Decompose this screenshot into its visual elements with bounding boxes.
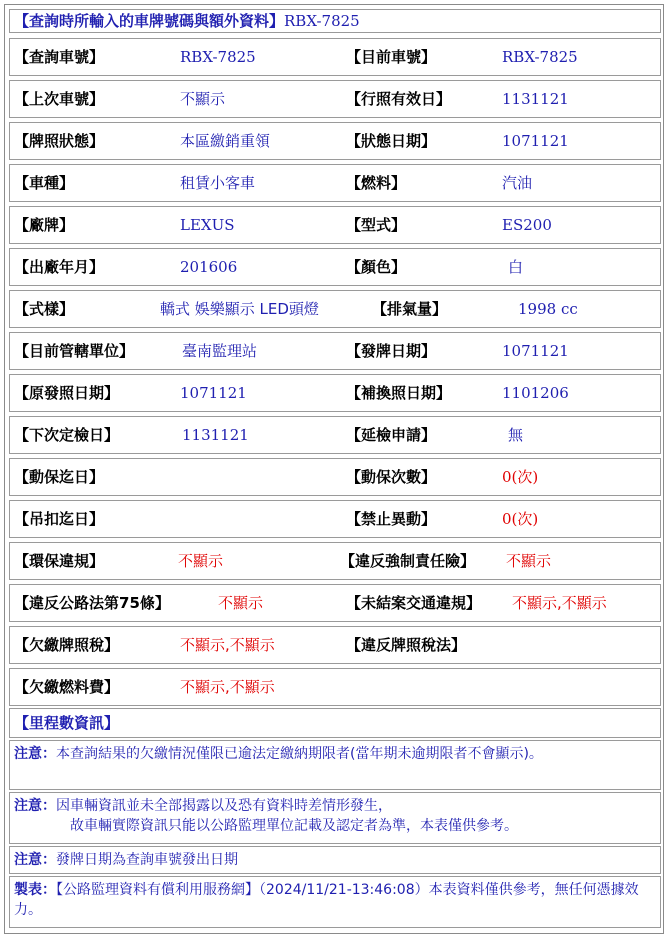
label-unpaid-fuel-fee: 【欠繳燃料費】 <box>14 678 120 696</box>
label-open-traffic-violation: 【未結案交通違規】 <box>346 594 482 612</box>
label-model: 【型式】 <box>346 216 407 234</box>
value-query-plate: RBX-7825 <box>180 48 256 66</box>
note-text: 因車輛資訊並未全部揭露以及恐有資料時差情形發生， <box>56 798 392 814</box>
label-suspension-end: 【吊扣迄日】 <box>14 510 105 528</box>
label-vehicle-type: 【車種】 <box>14 174 75 192</box>
row-highway-act <box>9 584 661 622</box>
label-compulsory-insurance: 【違反強制責任險】 <box>340 552 476 570</box>
label-status-date: 【狀態日期】 <box>346 132 437 150</box>
label-previous-plate: 【上次車號】 <box>14 90 105 108</box>
value-current-plate: RBX-7825 <box>502 48 578 66</box>
note-text: 本查詢結果的欠繳情況僅限已逾法定繳納期限者(當年期未逾期限者不會顯示)。 <box>56 746 543 762</box>
row-brand <box>9 206 661 244</box>
value-model: ES200 <box>502 216 552 234</box>
value-chattel-mortgage-count: 0(次) <box>502 468 539 486</box>
value-jurisdiction: 臺南監理站 <box>182 342 258 360</box>
row-plate-number <box>9 38 661 76</box>
label-license-valid: 【行照有效日】 <box>346 90 452 108</box>
row-environmental <box>9 542 661 580</box>
note-disclaimer <box>9 792 661 844</box>
footer-text: 【公路監理資料有償利用服務網】（2024/11/21-13:46:08）本表資料僅供參考，無任何憑據效力。 <box>14 882 639 918</box>
header-title: 【查詢時所輸入的車牌號碼與額外資料】 <box>14 12 285 30</box>
report-header <box>9 9 661 33</box>
value-license-valid: 1131121 <box>502 90 569 108</box>
value-unpaid-fuel-fee: 不顯示,不顯示 <box>180 678 275 696</box>
note-label: 注意： <box>14 746 56 762</box>
value-previous-plate: 不顯示 <box>180 90 226 108</box>
value-manufacture-date: 201606 <box>180 258 238 276</box>
row-plate-status <box>9 122 661 160</box>
note-label: 注意： <box>14 852 56 868</box>
mileage-section-title: 【里程數資訊】 <box>9 708 661 738</box>
row-vehicle-type <box>9 164 661 202</box>
label-body-style: 【式樣】 <box>14 300 75 318</box>
note-label: 注意： <box>14 798 56 814</box>
value-original-license-date: 1071121 <box>180 384 247 402</box>
label-jurisdiction: 【目前管轄單位】 <box>14 342 135 360</box>
value-plate-status: 本區繳銷重領 <box>180 132 271 150</box>
note-issue-date <box>9 846 661 874</box>
row-manufacture-date <box>9 248 661 286</box>
label-replacement-date: 【補換照日期】 <box>346 384 452 402</box>
row-next-inspection <box>9 416 661 454</box>
value-color: 白 <box>508 258 524 276</box>
row-previous-plate <box>9 80 661 118</box>
row-license-tax <box>9 626 661 664</box>
value-open-traffic-violation: 不顯示,不顯示 <box>512 594 607 612</box>
value-highway-act-violation: 不顯示 <box>218 594 264 612</box>
header-plate: RBX-7825 <box>284 12 360 30</box>
row-body-style <box>9 290 661 328</box>
label-current-plate: 【目前車號】 <box>346 48 437 66</box>
row-original-license-date <box>9 374 661 412</box>
value-environmental-violation: 不顯示 <box>178 552 224 570</box>
row-fuel-fee <box>9 668 661 706</box>
value-replacement-date: 1101206 <box>502 384 569 402</box>
row-chattel-mortgage <box>9 458 661 496</box>
value-displacement: 1998 cc <box>518 300 578 318</box>
value-unpaid-license-tax: 不顯示,不顯示 <box>180 636 275 654</box>
value-compulsory-insurance: 不顯示 <box>506 552 552 570</box>
label-chattel-mortgage-end: 【動保迄日】 <box>14 468 105 486</box>
label-brand: 【廠牌】 <box>14 216 75 234</box>
note-arrears <box>9 740 661 790</box>
label-transfer-ban: 【禁止異動】 <box>346 510 437 528</box>
value-inspection-extension: 無 <box>508 426 524 444</box>
label-license-tax-violation: 【違反牌照稅法】 <box>346 636 467 654</box>
value-transfer-ban: 0(次) <box>502 510 539 528</box>
value-status-date: 1071121 <box>502 132 569 150</box>
label-fuel: 【燃料】 <box>346 174 407 192</box>
label-issue-date: 【發牌日期】 <box>346 342 437 360</box>
label-next-inspection: 【下次定檢日】 <box>14 426 120 444</box>
label-inspection-extension: 【延檢申請】 <box>346 426 437 444</box>
label-manufacture-date: 【出廠年月】 <box>14 258 105 276</box>
label-unpaid-license-tax: 【欠繳牌照稅】 <box>14 636 120 654</box>
label-highway-act-violation: 【違反公路法第75條】 <box>14 594 170 612</box>
row-jurisdiction <box>9 332 661 370</box>
value-fuel: 汽油 <box>502 174 533 192</box>
value-vehicle-type: 租賃小客車 <box>180 174 256 192</box>
value-issue-date: 1071121 <box>502 342 569 360</box>
note-text-line2: 故車輛實際資訊只能以公路監理單位記載及認定者為準，本表僅供參考。 <box>70 818 518 834</box>
label-chattel-mortgage-count: 【動保次數】 <box>346 468 437 486</box>
label-query-plate: 【查詢車號】 <box>14 48 105 66</box>
label-original-license-date: 【原發照日期】 <box>14 384 120 402</box>
row-suspension <box>9 500 661 538</box>
footer-label: 製表： <box>14 882 56 898</box>
note-text: 發牌日期為查詢車號發出日期 <box>56 852 238 868</box>
value-brand: LEXUS <box>180 216 235 234</box>
label-plate-status: 【牌照狀態】 <box>14 132 105 150</box>
value-body-style: 轎式 娛樂顯示 LED頭燈 <box>160 300 319 318</box>
value-next-inspection: 1131121 <box>182 426 249 444</box>
report-footer <box>9 876 661 928</box>
label-displacement: 【排氣量】 <box>372 300 448 318</box>
label-environmental-violation: 【環保違規】 <box>14 552 105 570</box>
label-color: 【顏色】 <box>346 258 407 276</box>
